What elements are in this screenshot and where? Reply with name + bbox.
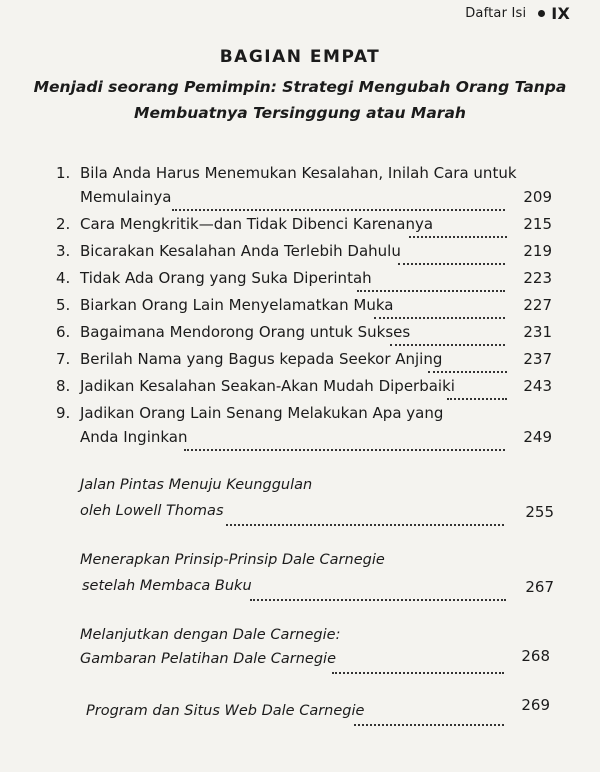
toc-page: 215 (523, 215, 552, 233)
toc-title: Bagaimana Mendorong Orang untuk Sukses (80, 323, 411, 341)
toc-page: 237 (523, 350, 552, 368)
part-title-line-2: Membuatnya Tersinggung atau Marah (134, 104, 466, 122)
toc-entry-2[interactable] (0, 215, 600, 239)
toc-page: 231 (523, 323, 552, 341)
toc-title: Biarkan Orang Lain Menyelamatkan Muka (80, 296, 394, 314)
toc-extra-4[interactable] (0, 696, 600, 727)
toc-number: 8. (56, 377, 71, 395)
bullet-icon (538, 10, 545, 17)
toc-number: 5. (56, 296, 71, 314)
toc-title: Bicarakan Kesalahan Anda Terlebih Dahulu (80, 242, 401, 260)
part-label: BAGIAN EMPAT (219, 47, 381, 67)
toc-number: 9. (56, 404, 71, 422)
toc-title: Jadikan Kesalahan Seakan-Akan Mudah Diperbaiki (80, 377, 455, 395)
toc-entry-1-cont[interactable] (0, 188, 600, 212)
part-title-line-1: Menjadi seorang Pemimpin: Strategi Mengubah Orang Tanpa (33, 78, 567, 96)
toc-title-cont: Memulainya (80, 188, 172, 206)
running-header (465, 4, 570, 23)
toc-page: 269 (521, 696, 550, 714)
toc-page: 219 (523, 242, 552, 260)
toc-number: 6. (56, 323, 71, 341)
dot-leader (390, 328, 505, 346)
toc-extra-1-cont[interactable] (0, 503, 600, 527)
dot-leader (409, 220, 507, 238)
toc-entry-7[interactable] (0, 350, 600, 374)
dot-leader (184, 433, 505, 451)
toc-number: 7. (56, 350, 71, 368)
toc-page: 243 (523, 377, 552, 395)
part-title (0, 74, 600, 126)
toc-extra-2-cont[interactable] (0, 578, 600, 602)
dot-leader (398, 247, 505, 265)
toc-title-cont: setelah Membaca Buku (82, 578, 252, 594)
toc-entry-9-cont[interactable] (0, 428, 600, 452)
dot-leader (172, 193, 505, 211)
toc-page: 209 (523, 188, 552, 206)
toc-page: 249 (523, 428, 552, 446)
toc-title: Cara Mengkritik—dan Tidak Dibenci Karenanya (80, 215, 434, 233)
dot-leader (374, 301, 505, 319)
toc-title-cont: Anda Inginkan (80, 428, 188, 446)
dot-leader (447, 382, 507, 400)
toc-title-cont: oleh Lowell Thomas (80, 503, 224, 519)
toc-title: Berilah Nama yang Bagus kepada Seekor Anjing (80, 350, 443, 368)
toc-entry-1[interactable] (0, 164, 600, 188)
toc-entry-9[interactable] (0, 404, 600, 428)
toc-number: 4. (56, 269, 71, 287)
toc-page: 267 (525, 578, 554, 596)
dot-leader (354, 708, 504, 726)
toc-page: 255 (525, 503, 554, 521)
dot-leader (332, 656, 504, 674)
dot-leader (250, 583, 506, 601)
toc-extra-3[interactable] (0, 627, 600, 651)
toc-entry-8[interactable] (0, 377, 600, 401)
toc-entry-5[interactable] (0, 296, 600, 320)
toc-title: Jadikan Orang Lain Senang Melakukan Apa yang (80, 404, 444, 422)
toc-entry-4[interactable] (0, 269, 600, 293)
toc-title: Jalan Pintas Menuju Keunggulan (80, 477, 313, 493)
toc-title: Bila Anda Harus Menemukan Kesalahan, Inilah Cara untuk (80, 164, 517, 182)
toc-page: 268 (521, 647, 550, 665)
header-page-number: IX (551, 4, 570, 23)
toc-title-cont: Gambaran Pelatihan Dale Carnegie (80, 651, 336, 667)
toc-entry-3[interactable] (0, 242, 600, 266)
dot-leader (357, 274, 505, 292)
toc-extra-1[interactable] (0, 477, 600, 501)
header-section: Daftar Isi (465, 6, 527, 21)
toc-extra-3-cont[interactable] (0, 647, 600, 675)
toc-entry-6[interactable] (0, 323, 600, 347)
toc-extra-2[interactable] (0, 552, 600, 576)
toc-page: 223 (523, 269, 552, 287)
dot-leader (428, 355, 507, 373)
toc-title: Melanjutkan dengan Dale Carnegie: (80, 627, 341, 643)
toc-title: Menerapkan Prinsip-Prinsip Dale Carnegie (80, 552, 385, 568)
dot-leader (226, 508, 504, 526)
toc-title: Tidak Ada Orang yang Suka Diperintah (80, 269, 372, 287)
toc-number: 1. (56, 164, 71, 182)
toc-title: Program dan Situs Web Dale Carnegie (86, 703, 365, 719)
toc-page: 227 (523, 296, 552, 314)
toc-number: 3. (56, 242, 71, 260)
toc-number: 2. (56, 215, 71, 233)
